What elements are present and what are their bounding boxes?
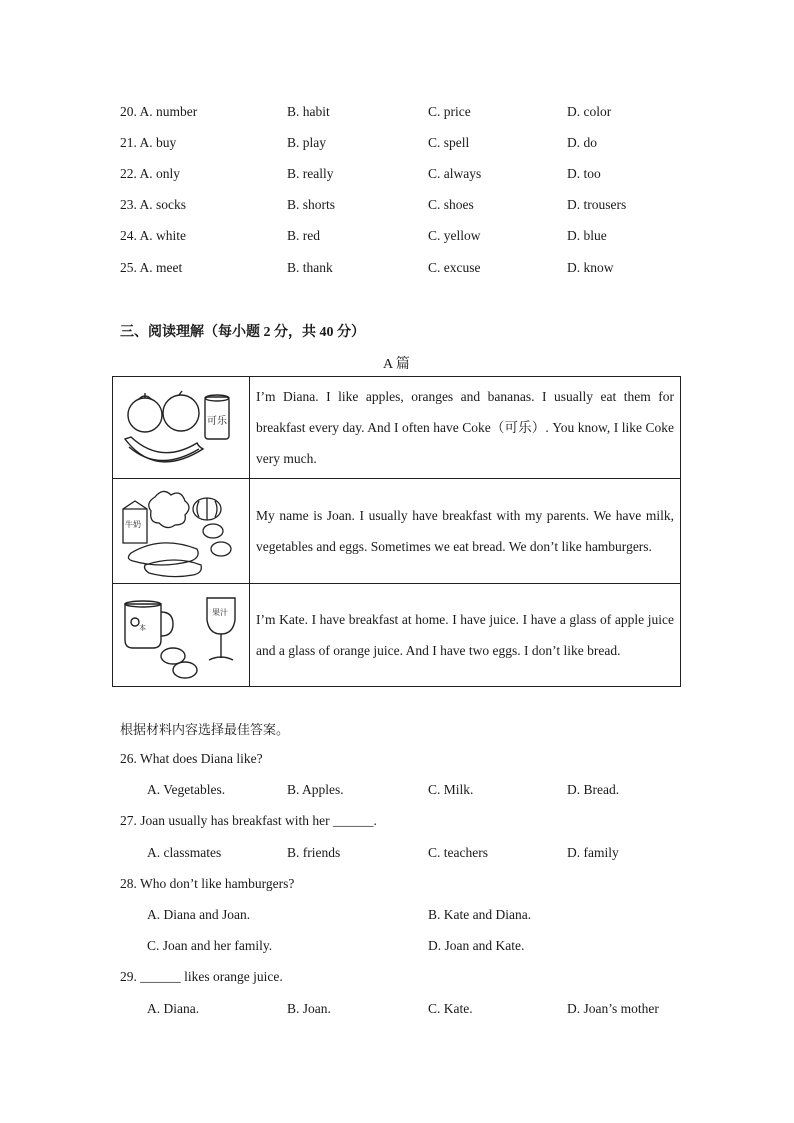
passage-text: I’m Kate. I have breakfast at home. I have juice. I have a glass of apple juice and a glass of orange juice. And I have two eggs. I don’t like bread. — [250, 584, 681, 687]
option-a-text: A. buy — [139, 135, 177, 150]
question-28-option-b[interactable]: B. Kate and Diana. — [428, 907, 532, 922]
question-number: 20. — [120, 104, 137, 119]
mug-label: 本 — [139, 624, 146, 632]
passage-title: A 篇 — [383, 357, 410, 372]
option-c[interactable]: C. price — [428, 104, 471, 119]
lettuce-icon — [149, 491, 189, 527]
option-d[interactable]: D. trousers — [567, 197, 627, 212]
passage-row-diana — [113, 377, 681, 479]
option-a[interactable] — [120, 135, 176, 151]
question-26-option-c[interactable]: C. Milk. — [428, 782, 474, 797]
question-number: 22. — [120, 166, 137, 181]
option-c[interactable]: C. yellow — [428, 228, 481, 243]
milk-vegetables-illustration — [113, 479, 249, 583]
question-28-option-c[interactable]: C. Joan and her family. — [147, 938, 273, 953]
passage-picture — [113, 479, 250, 584]
carton-label: 牛奶 — [125, 520, 141, 529]
question-26-option-b[interactable]: B. Apples. — [287, 782, 344, 797]
juice-eggs-illustration — [113, 584, 249, 686]
question-27-option-b[interactable]: B. friends — [287, 845, 341, 860]
question-26-option-d[interactable]: D. Bread. — [567, 782, 620, 797]
question-number: 25. — [120, 260, 137, 275]
glass-label: 果汁 — [212, 608, 228, 617]
passage-text: My name is Joan. I usually have breakfast with my parents. We have milk, vegetables and eggs. Sometimes we eat bread. We don’t like hamburgers. — [250, 479, 681, 584]
apple-icon — [128, 398, 162, 432]
question-number: 21. — [120, 135, 137, 150]
option-a[interactable] — [120, 166, 180, 182]
question-28-stem: 28. Who don’t like hamburgers? — [120, 876, 295, 891]
question-27-option-a[interactable]: A. classmates — [147, 845, 222, 860]
egg-icon — [161, 648, 185, 664]
instruction-text: 根据材料内容选择最佳答案。 — [120, 723, 290, 738]
option-d[interactable]: D. blue — [567, 228, 607, 243]
question-number: 23. — [120, 197, 137, 212]
question-28-option-d[interactable]: D. Joan and Kate. — [428, 938, 525, 953]
option-c[interactable]: C. spell — [428, 135, 470, 150]
option-a[interactable] — [120, 197, 186, 213]
option-a[interactable] — [120, 260, 182, 276]
passage-row-kate — [113, 584, 681, 687]
question-28-option-a[interactable]: A. Diana and Joan. — [147, 907, 251, 922]
egg-icon — [203, 524, 223, 538]
option-b[interactable]: B. red — [287, 228, 320, 243]
question-29-stem: 29. ______ likes orange juice. — [120, 969, 283, 984]
reading-table — [112, 376, 681, 687]
option-b[interactable]: B. play — [287, 135, 326, 150]
question-29-option-b[interactable]: B. Joan. — [287, 1001, 331, 1016]
option-d[interactable]: D. know — [567, 260, 614, 275]
question-29-option-a[interactable]: A. Diana. — [147, 1001, 200, 1016]
question-26-stem: 26. What does Diana like? — [120, 751, 263, 766]
question-26-option-a[interactable]: A. Vegetables. — [147, 782, 226, 797]
question-29-option-c[interactable]: C. Kate. — [428, 1001, 473, 1016]
option-b[interactable]: B. really — [287, 166, 334, 181]
option-a-text: A. only — [139, 166, 181, 181]
question-29-option-d[interactable]: D. Joan’s mother — [567, 1001, 659, 1016]
orange-icon — [163, 395, 199, 431]
egg-icon — [173, 662, 197, 678]
fruit-coke-illustration — [113, 381, 249, 475]
banana-icon — [125, 437, 203, 462]
passage-text: I’m Diana. I like apples, oranges and bananas. I usually eat them for breakfast every day. And I often have Coke（可乐）. You know, I like Coke very much. — [250, 377, 681, 479]
option-b[interactable]: B. shorts — [287, 197, 336, 212]
option-a-text: A. white — [139, 228, 187, 243]
option-b[interactable]: B. habit — [287, 104, 330, 119]
option-a-text: A. number — [139, 104, 198, 119]
question-27-option-c[interactable]: C. teachers — [428, 845, 488, 860]
option-b[interactable]: B. thank — [287, 260, 333, 275]
question-27-stem: 27. Joan usually has breakfast with her ______. — [120, 813, 377, 828]
option-c[interactable]: C. always — [428, 166, 482, 181]
can-label: 可乐 — [207, 415, 227, 427]
passage-picture — [113, 377, 250, 479]
option-c[interactable]: C. shoes — [428, 197, 474, 212]
question-27-option-d[interactable]: D. family — [567, 845, 619, 860]
option-d[interactable]: D. do — [567, 135, 597, 150]
option-a-text: A. socks — [139, 197, 187, 212]
option-a[interactable] — [120, 104, 197, 120]
option-d[interactable]: D. too — [567, 166, 601, 181]
option-a[interactable] — [120, 228, 186, 244]
option-c[interactable]: C. excuse — [428, 260, 481, 275]
option-a-text: A. meet — [139, 260, 183, 275]
egg-icon — [211, 542, 231, 556]
question-number: 24. — [120, 228, 137, 243]
option-d[interactable]: D. color — [567, 104, 612, 119]
passage-row-joan — [113, 479, 681, 584]
section-title: 三、阅读理解（每小题 2 分，共 40 分） — [120, 325, 365, 340]
passage-picture — [113, 584, 250, 687]
